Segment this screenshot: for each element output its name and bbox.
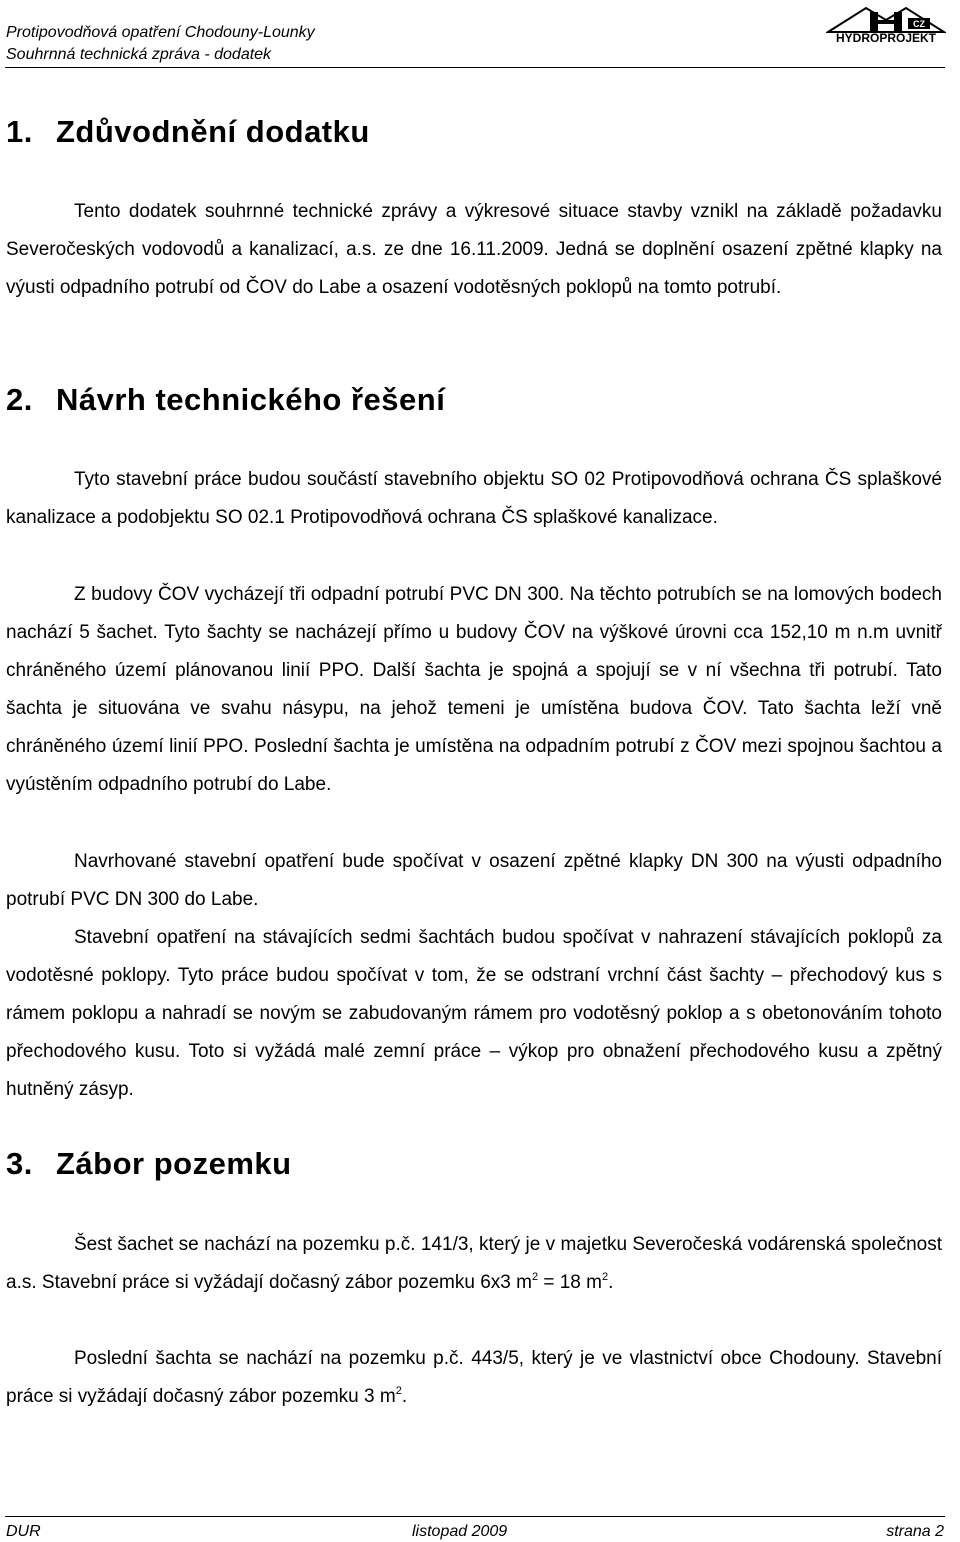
footer-page-number: strana 2 — [886, 1523, 944, 1540]
paragraph: Z budovy ČOV vycházejí tři odpadní potrubí PVC DN 300. Na těchto potrubích se na lomových bodech nachází 5 šachet. Tyto šachty se nacházejí přímo u budovy ČOV na výškové úrovni cca 152,10 m n.m uvnitř chráněného území plánovanou linií PPO. Další šachta je spojná a spojují se v ní všechna tři potrubí. Tato šachta je situována ve svahu násypu, na jehož temeni je umístěna budova ČOV. Tato šachta leží vně chráněného území linií PPO. Poslední šachta je umístěna na odpadním potrubí z ČOV mezi spojnou šachtou a vyústěním odpadního potrubí do Labe. — [6, 584, 942, 795]
paragraph: Navrhované stavební opatření bude spočívat v osazení zpětné klapky DN 300 na výusti odpadního potrubí PVC DN 300 do Labe. — [6, 851, 942, 910]
section-number: 2. — [6, 382, 33, 417]
footer-date: listopad 2009 — [412, 1523, 508, 1540]
section-number: 3. — [6, 1146, 33, 1181]
logo-text: HYDROPROJEKT — [835, 31, 937, 44]
paragraph: Tento dodatek souhrnné technické zprávy a výkresové situace stavby vznikl na základě požadavku Severočeských vodovodů a kanalizací, a.s. ze dne 16.11.2009. Jedná se doplnění osazení zpětné klapky na výusti odpadního potrubí od ČOV do Labe a osazení vodotěsných poklopů na tomto potrubí. — [6, 201, 942, 298]
header-divider — [5, 67, 945, 68]
section-heading-2 — [6, 380, 445, 420]
section-heading-1 — [6, 112, 370, 152]
footer-divider — [5, 1516, 945, 1517]
section-heading-3 — [6, 1144, 292, 1184]
paragraph: Šest šachet se nachází na pozemku p.č. 141/3, který je v majetku Severočeská vodárenská společnost a.s. Stavební práce si vyžádají dočasný zábor pozemku 6x3 $m^2 = 18$ $m^2$. — [6, 1234, 942, 1293]
footer-left: DUR — [6, 1523, 41, 1540]
paragraph: Stavební opatření na stávajících sedmi šachtách budou spočívat v nahrazení stávajících poklopů za vodotěsné poklopy. Tyto práce budou spočívat v tom, že se odstraní vrchní část šachty – přechodový kus s rámem poklopu a nahradí se novým se zabudovaným rámem pro vodotěsný poklop a s obetonováním tohoto přechodového kusu. Toto si vyžádá malé zemní práce – výkop pro obnažení přechodového kusu a zpětný hutněný zásyp. — [6, 927, 942, 1100]
section-title: Zábor pozemku — [56, 1146, 292, 1181]
section-title: Zdůvodnění dodatku — [56, 114, 370, 149]
paragraph: Tyto stavební práce budou součástí stavebního objektu SO 02 Protipovodňová ochrana ČS splaškové kanalizace a podobjektu SO 02.1 Protipovodňová ochrana ČS splaškové kanalizace. — [6, 469, 942, 528]
header-subtitle: Souhrnná technická zpráva - dodatek — [6, 46, 272, 63]
paragraph: Poslední šachta se nachází na pozemku p.č. 443/5, který je ve vlastnictví obce Chodouny. Stavební práce si vyžádají dočasný zábor pozemku 3 $m^2$. — [6, 1348, 942, 1407]
header-title: Protipovodňová opatření Chodouny-Lounky — [6, 24, 315, 41]
section-number: 1. — [6, 114, 33, 149]
hydroprojekt-logo — [826, 4, 946, 44]
logo-badge: CZ — [913, 19, 925, 29]
section-title: Návrh technického řešení — [56, 382, 446, 417]
